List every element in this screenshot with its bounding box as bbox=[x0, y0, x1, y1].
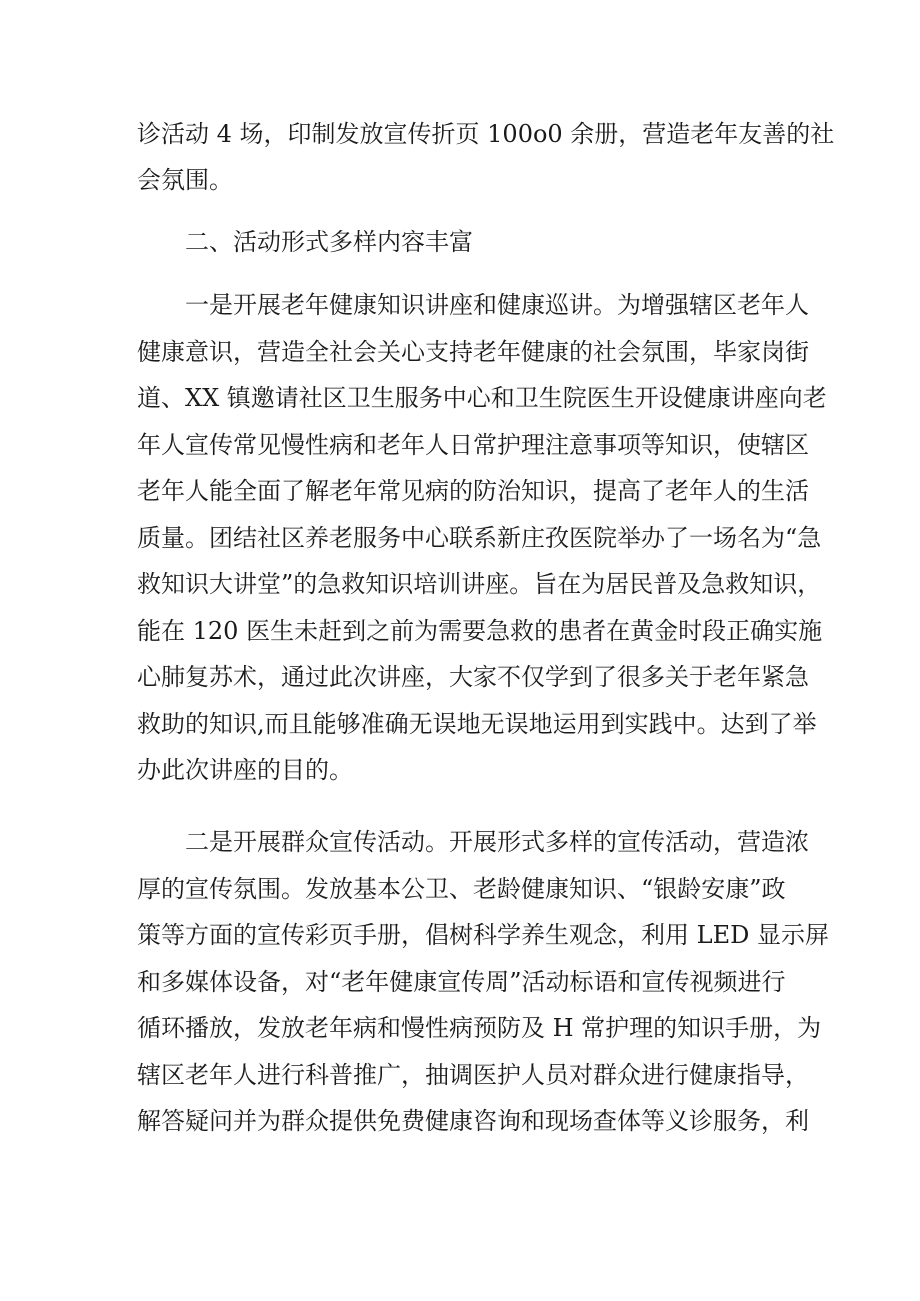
text-line: 会氛围。 bbox=[137, 166, 233, 194]
text-line: 道、XX 镇邀请社区卫生服务中心和卫生院医生开设健康讲座向老 bbox=[137, 384, 827, 412]
text-line: 救知识大讲堂”的急救知识培训讲座。旨在为居民普及急救知识， bbox=[137, 570, 822, 598]
text-line: 心肺复苏术，通过此次讲座，大家不仅学到了很多关于老年紧急 bbox=[137, 663, 809, 691]
section-heading: 二、活动形式多样内容丰富 bbox=[185, 228, 473, 256]
text-line: 二是开展群众宣传活动。开展形式多样的宣传活动，营造浓 bbox=[185, 828, 809, 856]
text-line: 救助的知识,而且能够准确无误地无误地运用到实践中。达到了举 bbox=[137, 710, 817, 738]
text-line: 能在 120 医生未赶到之前为需要急救的患者在黄金时段正确实施 bbox=[137, 617, 823, 645]
text-line: 办此次讲座的目的。 bbox=[137, 756, 353, 784]
text-line: 解答疑问并为群众提供免费健康咨询和现场查体等义诊服务，利 bbox=[137, 1107, 809, 1135]
text-line: 厚的宣传氛围。发放基本公卫、老龄健康知识、“银龄安康”政 bbox=[137, 875, 786, 903]
text-line: 诊活动 4 场，印制发放宣传折页 100o0 余册，营造老年友善的社 bbox=[137, 120, 835, 148]
text-line: 和多媒体设备，对“老年健康宣传周”活动标语和宣传视频进行 bbox=[137, 968, 786, 996]
text-line: 一是开展老年健康知识讲座和健康巡讲。为增强辖区老年人 bbox=[185, 291, 809, 319]
text-line: 老年人能全面了解老年常见病的防治知识，提高了老年人的生活 bbox=[137, 477, 809, 505]
text-line: 辖区老年人进行科普推广，抽调医护人员对群众进行健康指导， bbox=[137, 1061, 809, 1089]
text-line: 策等方面的宣传彩页手册，倡树科学养生观念，利用 LED 显示屏 bbox=[137, 921, 829, 949]
text-line: 健康意识，营造全社会关心支持老年健康的社会氛围，毕家岗街 bbox=[137, 338, 809, 366]
text-line: 年人宣传常见慢性病和老年人日常护理注意事项等知识，使辖区 bbox=[137, 431, 809, 459]
text-line: 质量。团结社区养老服务中心联系新庄孜医院举办了一场名为“急 bbox=[137, 524, 822, 552]
text-line: 循环播放，发放老年病和慢性病预防及 H 常护理的知识手册，为 bbox=[137, 1014, 822, 1042]
